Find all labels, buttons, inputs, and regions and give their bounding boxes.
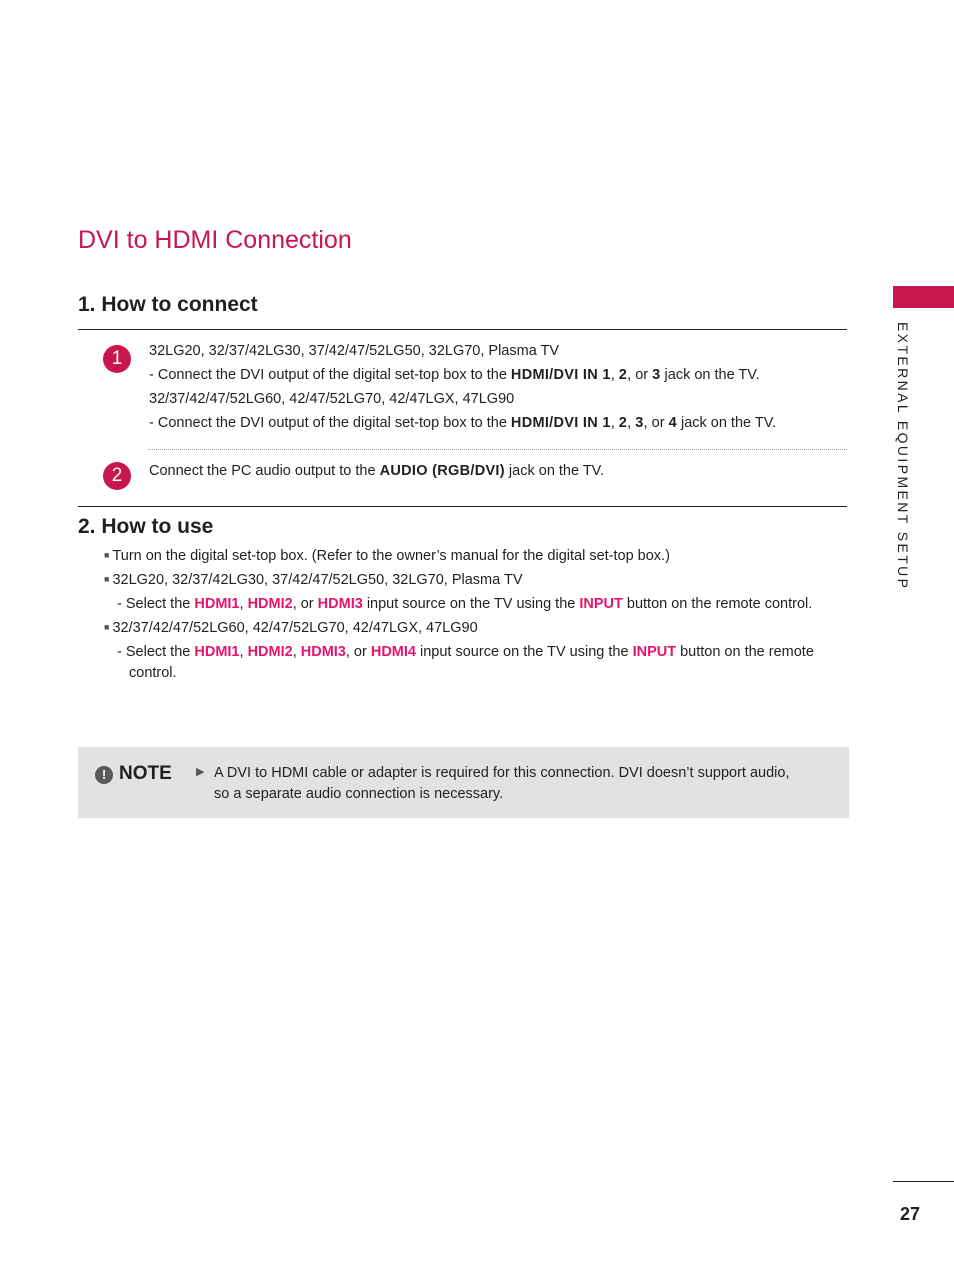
jack-label: HDMI/DVI IN 1 (510, 367, 611, 383)
step-1-models-b: 32/37/42/47/52LG60, 42/47/52LG70, 42/47LGX, 47LG90 (149, 391, 515, 407)
page-title: DVI to HDMI Connection (78, 226, 352, 254)
step-1-instruction-a: - Connect the DVI output of the digital set-top box to the HDMI/DVI IN 1, 2, or 3 jack on the TV. (149, 367, 760, 383)
page-number-rule (893, 1181, 954, 1182)
step-divider (148, 449, 847, 450)
step-2-instruction: Connect the PC audio output to the AUDIO (RGB/DVI) jack on the TV. (149, 463, 605, 479)
list-item: ■ Turn on the digital set-top box. (Refer to the owner’s manual for the digital set-top box.) (104, 548, 670, 564)
jack-label: HDMI/DVI IN 1 (510, 415, 611, 431)
note-label: NOTE (119, 763, 172, 784)
list-sub-item: - Select the HDMI1, HDMI2, or HDMI3 input source on the TV using the INPUT button on the remote control. (117, 596, 813, 612)
sidebar-accent-tab (893, 286, 954, 308)
arrow-right-icon: ▶ (196, 766, 205, 778)
note-text: A DVI to HDMI cable or adapter is required for this connection. DVI doesn’t support audio, so a separate audio connection is necessary. (214, 765, 790, 802)
square-bullet-icon: ■ (104, 622, 110, 632)
step-1-models-a: 32LG20, 32/37/42LG30, 37/42/47/52LG50, 32LG70, Plasma TV (149, 343, 560, 359)
list-sub-item: - Select the HDMI1, HDMI2, HDMI3, or HDMI4 input source on the TV using the INPUT button on the remote (117, 644, 814, 660)
list-item: ■ 32LG20, 32/37/42LG30, 37/42/47/52LG50, 32LG70, Plasma TV (104, 572, 523, 588)
list-item: ■ 32/37/42/47/52LG60, 42/47/52LG70, 42/47LGX, 47LG90 (104, 620, 478, 636)
page-number: 27 (899, 1204, 920, 1224)
square-bullet-icon: ■ (104, 550, 110, 560)
sidebar-section-label: EXTERNAL EQUIPMENT SETUP (895, 322, 911, 591)
step-1-badge: 1 (103, 345, 131, 373)
step-1-instruction-b: - Connect the DVI output of the digital set-top box to the HDMI/DVI IN 1, 2, 3, or 4 jack on the TV. (149, 415, 777, 431)
list-sub-item-continuation: control. (129, 665, 177, 681)
section-bottom-rule (78, 506, 847, 507)
section-top-rule (78, 329, 847, 330)
step-2-badge: 2 (103, 462, 131, 490)
square-bullet-icon: ■ (104, 574, 110, 584)
exclamation-icon: ! (95, 766, 113, 784)
jack-label: AUDIO (RGB/DVI) (379, 463, 505, 479)
section-heading-how-to-use: 2. How to use (78, 515, 214, 538)
section-heading-how-to-connect: 1. How to connect (78, 293, 258, 316)
